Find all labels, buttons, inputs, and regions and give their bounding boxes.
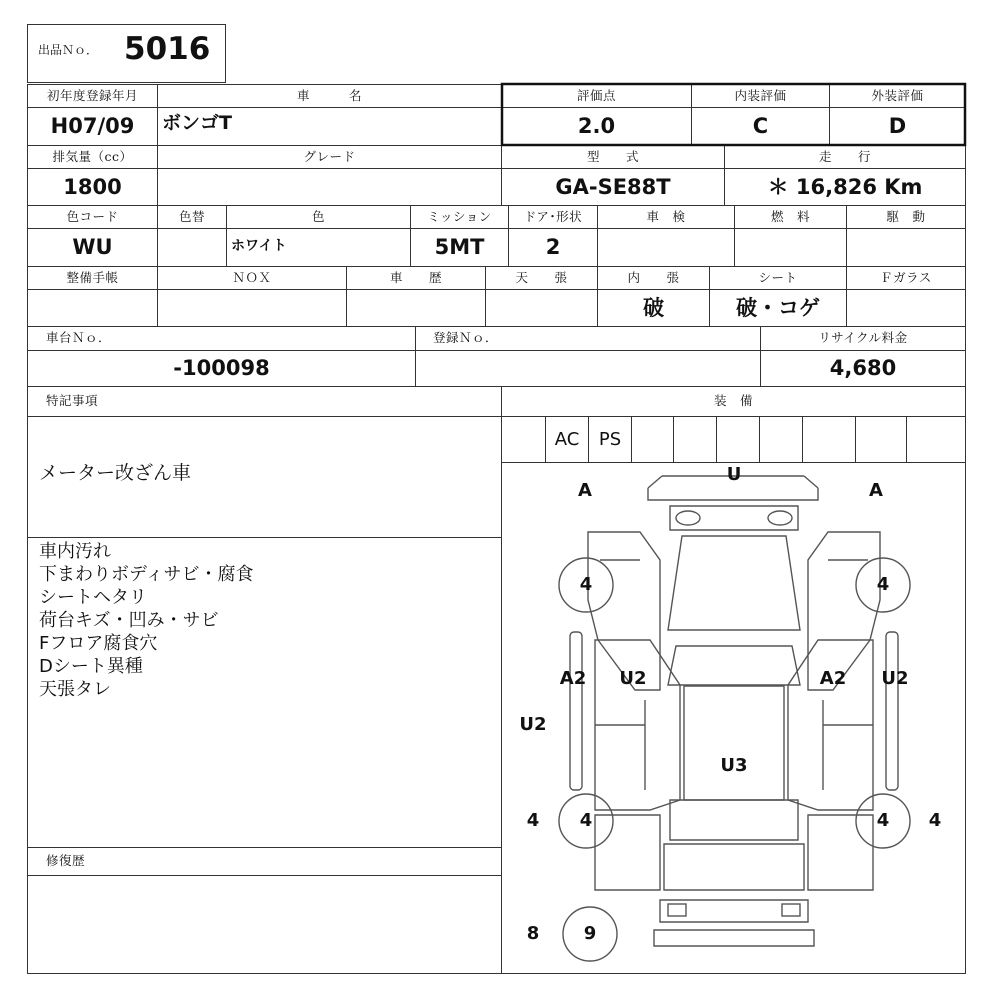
seat-label: シート (758, 269, 798, 285)
registration-number-label: 登録Ｎｏ． (433, 330, 499, 345)
mark-left-door-u2: U2 (619, 668, 647, 689)
remarks-label: 特記事項 (46, 393, 99, 408)
score-value: 2.0 (577, 114, 616, 138)
mark-left-side-u2: U2 (519, 714, 547, 735)
equipment-label: 装 備 (713, 393, 753, 409)
transmission-label: ミッション (427, 208, 492, 224)
car-name-label: 車 名 (296, 87, 362, 103)
remarks-note: シートヘタリ (39, 587, 147, 608)
remarks-note: 下まわりボディサビ・腐食 (39, 564, 254, 585)
vehicle-history-label: 車 歴 (389, 269, 442, 285)
transmission-value: 5MT (434, 235, 485, 259)
mark-top-center: U (726, 464, 742, 485)
door-shape-label: ドア･形状 (523, 208, 583, 224)
mark-rear-right-tire: 4 (876, 810, 890, 831)
left-rear-panel (595, 815, 660, 890)
cab-roof (668, 646, 800, 685)
tailgate (664, 844, 804, 890)
model-code-label: 型 式 (586, 148, 639, 164)
grille (670, 506, 798, 530)
vehicle-history-value (347, 290, 485, 326)
exterior-rating-label: 外装評価 (871, 87, 924, 103)
equipment-item (502, 417, 545, 462)
headliner-label: 天 張 (515, 269, 568, 285)
equipment-item-ps: PS (598, 428, 622, 450)
fuel-value (735, 229, 846, 266)
seat-value: 破・コゲ (736, 295, 820, 320)
mark-right-door-u2: U2 (881, 668, 909, 689)
nox-value (158, 290, 346, 326)
mileage-value: ＊ 16,826 Km (767, 174, 923, 199)
first-registration-label: 初年度登録年月 (46, 87, 138, 103)
interior-trim-value: 破 (643, 295, 664, 320)
remarks-note: 車内汚れ (39, 541, 111, 562)
displacement-value: 1800 (63, 174, 122, 199)
equipment-item (907, 417, 965, 462)
equipment-item (856, 417, 906, 462)
shaken-value (598, 229, 734, 266)
mark-top-left: A (578, 480, 592, 501)
equipment-item (803, 417, 855, 462)
right-side-rail (886, 632, 898, 790)
mark-right-door-a2: A2 (819, 668, 847, 689)
color-code-label: 色コード (66, 208, 119, 224)
remarks-note: Fフロア腐食穴 (39, 633, 158, 654)
windshield (668, 536, 800, 630)
mark-rear-left-tire: 4 (579, 810, 593, 831)
recolor-label: 色替 (178, 208, 205, 224)
remarks-note: Dシート異種 (39, 656, 143, 677)
front-glass-label: Ｆガラス (880, 269, 932, 285)
registration-number-value (416, 351, 760, 386)
recycle-fee-value: 4,680 (829, 356, 897, 380)
mark-spare-outer: 8 (526, 923, 540, 944)
remarks-headline: メーター改ざん車 (39, 462, 192, 484)
remarks-note: 天張タレ (39, 679, 111, 700)
headliner-value (486, 290, 597, 326)
repair-history-label: 修復歴 (46, 853, 86, 868)
maintenance-record-value (28, 290, 157, 326)
remarks-notes-list (39, 540, 254, 701)
interior-rating-value: C (752, 114, 769, 138)
front-glass-value (847, 290, 965, 326)
drive-label: 駆 動 (886, 208, 926, 224)
remarks-note: 荷台キズ・凹み・サビ (39, 610, 219, 631)
score-label: 評価点 (576, 87, 616, 103)
nox-label: ＮＯＸ (232, 269, 272, 285)
color-value: ホワイト (231, 238, 287, 254)
color-code-value: WU (72, 235, 113, 259)
shaken-label: 車 検 (646, 208, 686, 224)
mark-front-right-tire: 4 (876, 574, 890, 595)
mark-rear-left-outer: 4 (526, 810, 540, 831)
displacement-label: 排気量（cc） (52, 148, 133, 164)
interior-trim-label: 内 張 (627, 269, 680, 285)
right-rear-panel (808, 815, 873, 890)
color-label: 色 (311, 208, 325, 224)
left-front-fender (588, 532, 660, 690)
equipment-item (717, 417, 759, 462)
car-name-value: ボンゴT (162, 112, 232, 134)
mark-rear-right-outer: 4 (928, 810, 942, 831)
grade-label: グレード (303, 148, 356, 164)
recolor-value (158, 229, 226, 266)
interior-rating-label: 内装評価 (734, 87, 787, 103)
drive-value (847, 229, 965, 266)
mark-front-left-tire: 4 (579, 574, 593, 595)
door-shape-value: 2 (545, 235, 561, 259)
chassis-number-value: -100098 (173, 356, 270, 380)
lot-number-label: 出品Ｎｏ． (38, 43, 99, 57)
grade-value (158, 169, 501, 205)
mark-left-door-a2: A2 (559, 668, 587, 689)
equipment-item (674, 417, 716, 462)
exterior-rating-value: D (888, 114, 907, 138)
recycle-fee-label: リサイクル料金 (818, 330, 908, 346)
mark-cargo-u3: U3 (720, 755, 748, 776)
equipment-item (632, 417, 673, 462)
maintenance-record-label: 整備手帳 (66, 269, 119, 285)
left-side-rail (570, 632, 582, 790)
mark-spare-tire: 9 (583, 923, 597, 944)
first-registration-value: H07/09 (50, 114, 135, 138)
chassis-number-label: 車台Ｎｏ． (46, 330, 112, 345)
equipment-item-ac: AC (554, 428, 580, 450)
model-code-value: GA-SE88T (555, 174, 671, 199)
cargo-bed (684, 686, 784, 800)
equipment-item (760, 417, 802, 462)
fuel-label: 燃 料 (770, 208, 810, 224)
right-front-fender (808, 532, 880, 690)
mileage-label: 走 行 (818, 148, 871, 164)
lot-number: 5016 (124, 31, 211, 67)
rear-bumper (660, 900, 808, 922)
mark-top-right: A (869, 480, 883, 501)
